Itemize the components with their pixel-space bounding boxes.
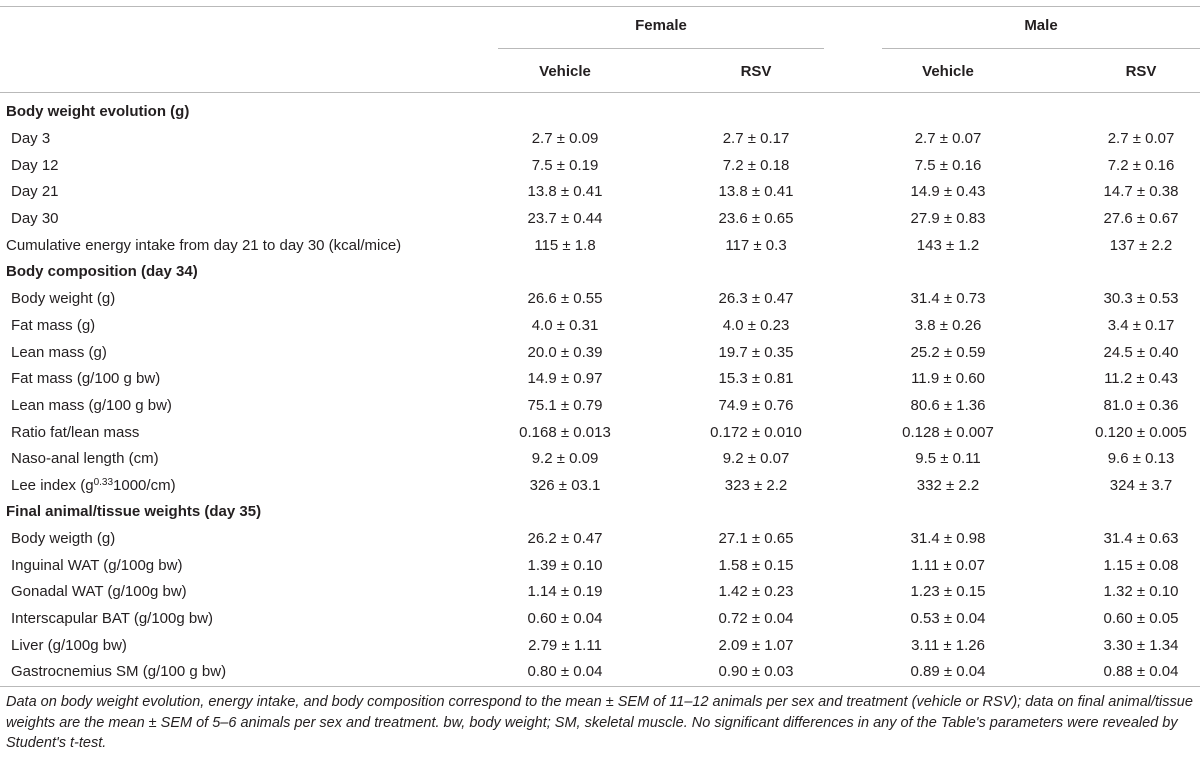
cell-male-rsv: 24.5 ± 0.40 [1103, 344, 1179, 361]
header-bottom-rule [0, 92, 1200, 93]
row-label: Lean mass (g) [11, 344, 107, 361]
cell-female-vehicle: 75.1 ± 0.79 [527, 397, 603, 414]
row-label: Ratio fat/lean mass [11, 424, 140, 441]
cell-female-vehicle: 9.2 ± 0.09 [531, 450, 599, 467]
cell-male-rsv: 11.2 ± 0.43 [1104, 370, 1178, 387]
cell-female-rsv: 0.72 ± 0.04 [718, 610, 794, 627]
cell-female-vehicle: 2.7 ± 0.09 [531, 130, 599, 147]
group-header-male: Male [1024, 17, 1058, 34]
cell-male-vehicle: 1.23 ± 0.15 [910, 583, 986, 600]
cell-female-rsv: 19.7 ± 0.35 [718, 344, 794, 361]
cell-male-rsv: 2.7 ± 0.07 [1107, 130, 1175, 147]
cell-female-vehicle: 2.79 ± 1.11 [528, 637, 602, 654]
cell-male-vehicle: 11.9 ± 0.60 [911, 370, 985, 387]
cell-male-vehicle: 25.2 ± 0.59 [910, 344, 986, 361]
row-label: Day 3 [11, 130, 51, 147]
cell-male-vehicle: 31.4 ± 0.98 [910, 530, 986, 547]
cell-male-rsv: 0.120 ± 0.005 [1095, 424, 1187, 441]
cell-male-rsv: 81.0 ± 0.36 [1103, 397, 1179, 414]
section-title: Final animal/tissue weights (day 35) [6, 503, 262, 520]
cell-male-vehicle: 0.53 ± 0.04 [910, 610, 986, 627]
cell-male-rsv: 31.4 ± 0.63 [1103, 530, 1179, 547]
cell-male-vehicle: 3.8 ± 0.26 [914, 317, 982, 334]
cell-female-rsv: 1.42 ± 0.23 [718, 583, 794, 600]
cell-female-vehicle: 4.0 ± 0.31 [531, 317, 599, 334]
column-header-male-rsv: RSV [1125, 63, 1157, 80]
column-header-female-rsv: RSV [740, 63, 772, 80]
cell-male-rsv: 7.2 ± 0.16 [1107, 157, 1175, 174]
row-label: Day 30 [11, 210, 59, 227]
cell-male-vehicle: 143 ± 1.2 [916, 237, 980, 254]
cell-female-vehicle: 1.39 ± 0.10 [527, 557, 603, 574]
cell-male-rsv: 324 ± 3.7 [1109, 477, 1173, 494]
female-group-rule [498, 48, 824, 49]
column-header-male-vehicle: Vehicle [922, 63, 974, 80]
cell-male-rsv: 0.60 ± 0.05 [1103, 610, 1179, 627]
cell-male-vehicle: 332 ± 2.2 [916, 477, 980, 494]
row-label: Day 12 [11, 157, 59, 174]
row-label: Cumulative energy intake from day 21 to day 30 (kcal/mice) [6, 237, 402, 254]
row-label: Gonadal WAT (g/100g bw) [11, 583, 187, 600]
cell-female-vehicle: 326 ± 03.1 [529, 477, 601, 494]
cell-male-vehicle: 9.5 ± 0.11 [915, 450, 981, 467]
cell-male-vehicle: 0.128 ± 0.007 [902, 424, 994, 441]
column-header-female-vehicle: Vehicle [539, 63, 591, 80]
row-label [11, 476, 176, 496]
cell-female-rsv: 4.0 ± 0.23 [722, 317, 790, 334]
row-label: Naso-anal length (cm) [11, 450, 159, 467]
cell-female-rsv: 27.1 ± 0.65 [718, 530, 794, 547]
row-label-superscript: 0.33 [93, 477, 114, 488]
row-label-text: Lee index (g [11, 477, 94, 494]
cell-female-rsv: 7.2 ± 0.18 [722, 157, 790, 174]
row-label: Inguinal WAT (g/100g bw) [11, 557, 183, 574]
row-label-tail: 1000/cm) [113, 477, 176, 494]
cell-female-rsv: 9.2 ± 0.07 [722, 450, 790, 467]
cell-male-rsv: 27.6 ± 0.67 [1103, 210, 1179, 227]
cell-male-vehicle: 1.11 ± 0.07 [911, 557, 985, 574]
cell-female-vehicle: 7.5 ± 0.19 [531, 157, 599, 174]
cell-male-rsv: 1.15 ± 0.08 [1103, 557, 1179, 574]
table-bottom-rule [0, 686, 1200, 687]
cell-female-rsv: 15.3 ± 0.81 [718, 370, 794, 387]
cell-female-rsv: 23.6 ± 0.65 [718, 210, 794, 227]
cell-female-rsv: 323 ± 2.2 [724, 477, 788, 494]
row-label: Fat mass (g) [11, 317, 96, 334]
cell-female-rsv: 26.3 ± 0.47 [718, 290, 794, 307]
cell-female-vehicle: 14.9 ± 0.97 [527, 370, 603, 387]
cell-female-vehicle: 115 ± 1.8 [534, 237, 596, 254]
cell-male-vehicle: 80.6 ± 1.36 [910, 397, 986, 414]
row-label: Interscapular BAT (g/100g bw) [11, 610, 214, 627]
cell-female-rsv: 0.90 ± 0.03 [718, 663, 794, 680]
row-label: Liver (g/100g bw) [11, 637, 127, 654]
cell-male-vehicle: 31.4 ± 0.73 [910, 290, 986, 307]
cell-female-vehicle: 20.0 ± 0.39 [527, 344, 603, 361]
cell-male-rsv: 3.30 ± 1.34 [1103, 637, 1179, 654]
cell-male-vehicle: 7.5 ± 0.16 [914, 157, 982, 174]
cell-female-vehicle: 0.168 ± 0.013 [519, 424, 611, 441]
row-label: Lean mass (g/100 g bw) [11, 397, 172, 414]
cell-female-vehicle: 13.8 ± 0.41 [527, 183, 603, 200]
cell-male-rsv: 137 ± 2.2 [1109, 237, 1173, 254]
table-footnote: Data on body weight evolution, energy intake, and body composition correspond to the mean ± SEM of 11–12 animals per sex and treatment (vehicle or RSV); data on final animal/tissue weights are the mean ± SEM of 5–6 animals per sex and treatment. bw, body weight; SM, skeletal muscle. No significant differences in any of the Table's parameters were revealed by Student's t-test. [6, 694, 1193, 751]
cell-male-vehicle: 0.89 ± 0.04 [910, 663, 986, 680]
cell-male-rsv: 30.3 ± 0.53 [1103, 290, 1179, 307]
male-group-rule [882, 48, 1200, 49]
row-label: Body weight (g) [11, 290, 116, 307]
cell-female-vehicle: 0.60 ± 0.04 [527, 610, 603, 627]
cell-female-rsv: 1.58 ± 0.15 [718, 557, 794, 574]
section-title: Body weight evolution (g) [6, 103, 190, 120]
group-header-female: Female [635, 17, 687, 34]
row-label: Gastrocnemius SM (g/100 g bw) [11, 663, 227, 680]
row-label: Day 21 [11, 183, 59, 200]
row-label: Body weigth (g) [11, 530, 116, 547]
cell-female-rsv: 0.172 ± 0.010 [710, 424, 802, 441]
section-title: Body composition (day 34) [6, 263, 198, 280]
cell-male-rsv: 9.6 ± 0.13 [1107, 450, 1175, 467]
cell-female-vehicle: 26.2 ± 0.47 [527, 530, 603, 547]
cell-female-rsv: 74.9 ± 0.76 [718, 397, 794, 414]
cell-male-rsv: 0.88 ± 0.04 [1103, 663, 1179, 680]
cell-female-vehicle: 26.6 ± 0.55 [527, 290, 603, 307]
cell-male-vehicle: 27.9 ± 0.83 [910, 210, 986, 227]
cell-male-rsv: 3.4 ± 0.17 [1107, 317, 1175, 334]
cell-male-vehicle: 14.9 ± 0.43 [910, 183, 986, 200]
cell-female-rsv: 117 ± 0.3 [725, 237, 787, 254]
cell-female-vehicle: 1.14 ± 0.19 [527, 583, 603, 600]
cell-female-rsv: 13.8 ± 0.41 [718, 183, 794, 200]
cell-female-vehicle: 0.80 ± 0.04 [527, 663, 603, 680]
cell-female-vehicle: 23.7 ± 0.44 [527, 210, 603, 227]
cell-male-vehicle: 2.7 ± 0.07 [914, 130, 982, 147]
cell-female-rsv: 2.7 ± 0.17 [722, 130, 790, 147]
cell-female-rsv: 2.09 ± 1.07 [718, 637, 794, 654]
cell-male-vehicle: 3.11 ± 1.26 [911, 637, 985, 654]
cell-male-rsv: 1.32 ± 0.10 [1103, 583, 1179, 600]
row-label: Fat mass (g/100 g bw) [11, 370, 161, 387]
top-rule [0, 6, 1200, 7]
cell-male-rsv: 14.7 ± 0.38 [1103, 183, 1179, 200]
